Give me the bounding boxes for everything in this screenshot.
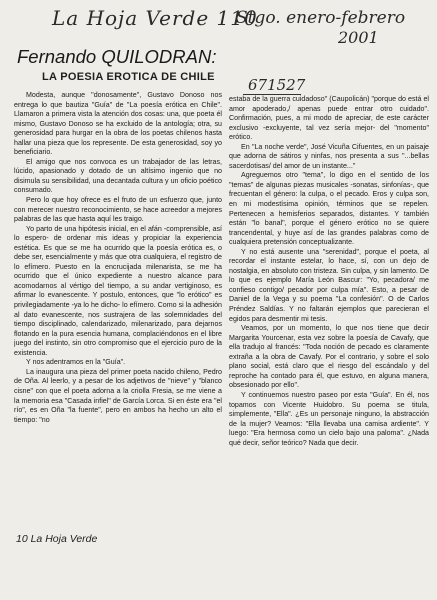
right-text-column <box>229 95 429 583</box>
paragraph: Pero lo que hoy ofrece es el fruto de un esfuerzo que, junto con merecer nuestro reconocimiento, se hace acreedor a mejores palabras de las que hasta aquí les traigo. <box>14 196 222 224</box>
paragraph: Agreguemos otro "tema", lo digo en el sentido de los "temas" de algunas piezas musicales -sonatas, sinfonías-, que frecuentan el género: la culpa, o el pecado. Eros y culpa son, en mi modestísima opinión, términos que se repelen. Pertenecen a hemisferios separados, distantes. Y también están "lo banal", porque el género erótico no se quiere trancendental, y huye así de las grandes palabras como de cualquiera pretensión conceptualizante. <box>229 171 429 247</box>
page-footer: 10 La Hoja Verde <box>16 533 98 545</box>
article-title: LA POESIA EROTICA DE CHILE <box>42 71 215 83</box>
handwritten-year-note: 2001 <box>338 28 379 47</box>
paragraph: Yo parto de una hipótesis inicial, en el afán -comprensible, así lo espero- de ordenar mis ideas y propiciar la experiencia estética. Es que se me ha ocurrido que la poesía erótica es, o debe ser, esencialmente y más que otra cualquiera, el registro de lo efímero. Puesto en la encrucijada milenarista, se me ha ocurrido que el único expediente a nuestro alcance para acomodarnos al vértigo del tiempo, a su andar vertiginoso, es afirmar lo evanescente. Y postulo, entonces, que "lo erótico" es privilegiadamente -ya lo he dicho- lo efímero. Como si la adhesión al dato evanescente, nos sustrajera de las solemnidades del tiempo disciplinado, calendarizado, milenarizado, para dejarnos flotando en la pura esencia humana, complaciéndonos en el libre juego del instinto, sin otro compromiso que el ejercicio puro de la existencia. <box>14 224 222 357</box>
paragraph: Y no está ausente una "serenidad", porque el poeta, al recordar el instante estelar, lo hace, sí, con un dejo de nostalgia, en absoluto con tristeza. Sin culpa, y sin lamento. De lo que es ejemplo María León Bascur: "Yo, pecadora/ me confieso contigo/ pecador por culpa mía". Esto, a pesar de Daniel de la Vega y su poema "La confesión". O de Carlos Préndez Saldías. Y no faltarán ejemplos que parecieran el egidos para desmentir mi tesis. <box>229 247 429 323</box>
handwritten-catalog-code: 671527 <box>248 76 306 94</box>
paragraph: El amigo que nos convoca es un trabajador de las letras, lúcido, apasionado y dotado de un altísimo ingenio que no disimula su sensibilidad, una decantada cultura y un oficio poético consumado. <box>14 157 222 195</box>
handwritten-date-note: Stgo. enero-febrero <box>236 8 406 28</box>
paragraph: Y continuemos nuestro paseo por esta "Guía". En él, nos topamos con Vicente Huidobro. Su poema se titula, simplemente, "Ella". ¿Es un personaje ninguno, la abstracción de la mujer? Veamos: "Ella llevaba una camisa ardiente". Y luego: "Era hermosa como un cielo bajo una paloma". ¿Nada qué decir, señor teórico? Nada que decir. <box>229 390 429 447</box>
handwritten-publication-note: La Hoja Verde 110 <box>52 6 258 30</box>
paragraph: estaba de la guerra cuidadoso" (Caupolicán) "porque do está el amor apoderado,/ apenas puede entrar otro cuidado". Confirmación, pues, a mi modo de apreciar, de este carácter exclusivo -excluyente, tal vez sería mejor- del "momento" erótico. <box>229 95 429 142</box>
article-author: Fernando QUILODRAN: <box>17 46 217 67</box>
paragraph: En "La noche verde", José Vicuña Cifuentes, en un paisaje que adorna de sátiros y ninfas, nos presenta a sus "...bellas sacerdotisas/ del amor de un instante..." <box>229 142 429 170</box>
paragraph: Veamos, por un momento, lo que nos tiene que decir Margarita Yourcenar, esta vez sobre la poesía de Cavafy, que ella tradujo al francés: "Toda noción de pecado es claramente extraña a la obra de Cavafy. Por el contrario, y sobre el solo plano social, está claro que el riesgo del escándalo y del reproche ha contado para él, que estuvo, en alguna manera, obsesionado por ello". <box>229 324 429 390</box>
left-text-column <box>14 91 222 533</box>
paragraph: La inaugura una pieza del primer poeta nacido chileno, Pedro de Oña. Al leerlo, y a pesar de los adjetivos de "nieve" y "blanco cisne" con que el poeta adorna a la criolla Fresia, se me viene a la memoria esa "Casada infiel" de García Lorca. Si en éste era "el río", es en Oña "la fuente", pero en ambos ha hecho un alto el tiempo: "no <box>14 367 222 424</box>
paragraph: Modesta, aunque "donosamente", Gustavo Donoso nos entrega lo que bautiza "Guía" de "La poesía erótica en Chile". Llamaron a primera vista la atención dos cosas: una, que poeta él mismo, Gustavo Donoso se ha excluido de la antología; otra, su generosidad para hurgar en la obra de los poetas chilenos hasta hallar una pieza que los represente. De esta generosidad, soy yo beneficiario. <box>14 91 222 157</box>
paragraph: Y nos adentramos en la "Guía". <box>26 358 126 367</box>
